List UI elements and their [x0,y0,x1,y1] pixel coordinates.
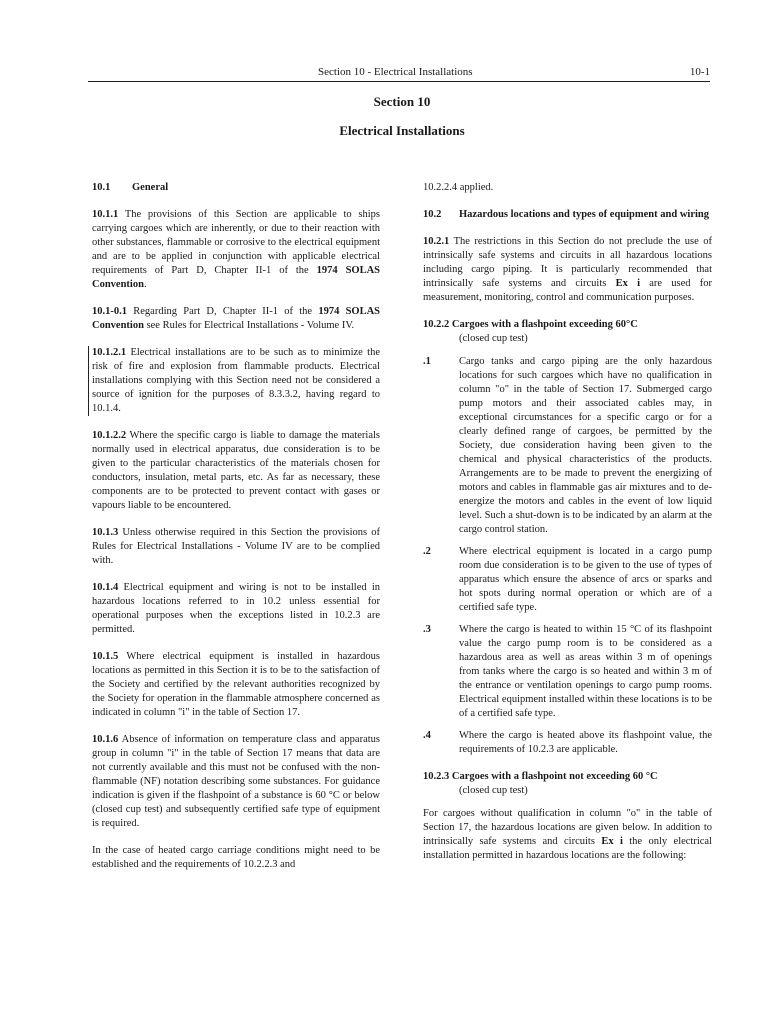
clause-ref: 10.1.4 [92,582,119,593]
clause-text: Regarding Part D, Chapter II-1 of the [133,306,313,317]
page-number: 10-1 [689,66,710,78]
clause-text: Absence of information on temperature class and apparatus group in column "i" in the table of Section 17 means that data are not currently available and this must not be confused with the non-flammable (NF) notation describing some substances. For guidance indication is given if the flashpoint of a substance is 60 °C or below (closed cup test) and subsequently certified safe type of equipment is required. [92,734,380,829]
heading-10-2 [423,208,712,222]
heading-10-1 [92,181,380,195]
clause-ref: 10.1.3 [92,527,119,538]
heading-text: Hazardous locations and types of equipment and wiring [459,209,709,220]
paragraph-10-1-1: 10.1.1 The provisions of this Section are applicable to ships carrying cargoes which are inherently, or due to their reaction with other substances, flammable or corrosive to the electrical equipment and are to be applied in conjunction with applicable electrical requirements of Part D, Chapter II-1 of the 1974 SOLAS Convention. [92,209,381,290]
clause-ref: 10.2.1 [423,236,450,247]
paragraph-10-2-1: 10.2.1 The restrictions in this Section do not preclude the use of intrinsically safe systems and circuits in all hazardous locations including cargo piping. It is particularly recommended that intrinsically safe systems and circuits Ex i are used for measurement, monitoring, control and communication purposes. [423,236,713,303]
list-item [423,623,712,721]
item-label: .2 [423,546,431,557]
list-item [423,545,712,615]
running-title: Section 10 - Electrical Installations [318,66,473,78]
clause-ref: 10.1.6 [92,734,119,745]
paragraph-10-2-3-intro: For cargoes without qualification in column "o" in the table of Section 17, the hazardous locations are given below. In addition to intrinsically safe systems and circuits Ex i the only electrical installation permitted in hazardous locations are the following: [423,808,712,861]
heading-number: 10.1 [92,182,111,193]
list-item [423,355,712,537]
paragraph-10-1-4 [92,581,380,637]
heading-text: General [132,182,169,193]
clause-text: 10.2.2.4 applied. [423,182,494,193]
clause-text: Where the specific cargo is liable to damage the materials normally used in electrical apparatus, due consideration is to be given to the particular characteristics of the materials chosen for conductors, insulation, metal parts, etc. As far as necessary, these components are to be protected to prevent contact with gases or vapours liable to be encountered. [92,430,380,511]
paragraph-10-1-2-1 [88,346,380,416]
clause-ref: 10.1.5 [92,651,119,662]
paragraph-continuation [423,181,712,195]
clause-text: Unless otherwise required in this Section the provisions of Rules for Electrical Installations - Volume IV are to be complied with. [92,527,381,566]
heading-note: (closed cup test) [459,333,528,344]
left-column [92,181,380,885]
heading-number: 10.2 [423,209,442,220]
item-text: Where the cargo is heated above its flashpoint value, the requirements of 10.2.3 are applicable. [459,730,712,755]
item-text: Where electrical equipment is located in a cargo pump room due consideration is to be given to the use of types of apparatus which ensure the absence of arcs or sparks and hot spots during normal operation or which are of a certified safe type. [459,546,712,613]
running-header [88,66,710,82]
clause-text: In the case of heated cargo carriage conditions might need to be established and the requirements of 10.2.2.3 and [92,845,380,870]
paragraph-heated-cargo [92,844,380,872]
heading-text: Cargoes with a flashpoint exceeding 60°C [451,319,638,330]
clause-text: Electrical installations are to be such as to minimize the risk of fire and explosion from flammable products. Electrical installations complying with this Section need not be considered a source of ignition for the purposes of 8.3.3.2, having regard to 10.1.4. [92,347,380,414]
paragraph-10-1-2-2 [92,429,380,513]
section-number-title: Section 10 [373,94,431,109]
item-label: .3 [423,624,431,635]
clause-text: Electrical equipment and wiring is not to be installed in hazardous locations referred to in 10.2 unless essential for operational purposes when the exceptions listed in 10.2.3 are permitted. [92,582,381,635]
clause-bold-text: Ex i [615,278,640,289]
item-label: .1 [423,356,431,367]
clause-bold-text: 1974 SOLAS Convention [92,306,381,331]
item-label: .4 [423,730,431,741]
paragraph-10-1-3 [92,526,380,568]
paragraph-10-1-0-1: 10.1-0.1 Regarding Part D, Chapter II-1 of the 1974 SOLAS Convention see Rules for Electrical Installations - Volume IV. [92,306,381,331]
clause-text: The provisions of this Section are applicable to ships carrying cargoes which are inherently, or due to their reaction with other substances, flammable or corrosive to the electrical equipment and are to be applied in conjunction with applicable electrical requirements of Part D, Chapter II-1 of the [92,209,380,276]
clause-ref: 10.1.1 [92,209,119,220]
clause-ref: 10.1-0.1 [92,306,127,317]
clause-ref: 10.1.2.2 [92,430,127,441]
list-item [423,729,712,757]
clause-bold-text: 1974 SOLAS Convention [92,265,381,290]
clause-text: For cargoes without qualification in column "o" in the table of Section 17, the hazardous locations are given below. In addition to intrinsically safe systems and circuits [423,808,712,847]
clause-ref: 10.2.3 [423,771,450,782]
clause-text: Where electrical equipment is installed in hazardous locations as permitted in this Section it is to be to the satisfaction of the Society and certified by the relevant authorities recognized by the Society for operation in the flammable atmosphere concerned as indicated in column "i" in the table of Section 17. [92,651,380,718]
section-name-title: Electrical Installations [339,123,465,138]
item-text: Where the cargo is heated to within 15 °C of its flashpoint value the cargo pump room is to be considered as a hazardous area as well as areas within 3 m of openings from tanks where the cargo is so heated and within 3 m of the entrance or ventilation openings to cargo pump rooms. Electrical equipment installed within these locations is to be of a certified safe type. [459,624,712,719]
clause-bold-text: Ex i [601,836,623,847]
heading-note: (closed cup test) [459,785,528,796]
paragraph-10-1-6 [92,733,380,831]
heading-10-2-2 [423,318,712,346]
clause-ref: 10.1.2.1 [92,347,127,358]
heading-10-2-3 [423,770,712,798]
heading-text: Cargoes with a flashpoint not exceeding 60 °C [451,771,658,782]
item-text: Cargo tanks and cargo piping are the only hazardous locations for such cargoes which have no qualification in column "o" in the table of Section 17. Submerged cargo pump motors and their associated cables may, in exceptional circumstances for a specific cargo or for a clearly defined range of cargoes, be permitted by the Society, due consideration having been given to the chemical and physical characteristics of the products. Arrangements are to be made to prevent the energizing of motors and cables in flammable gas air mixtures and to de-energize the motors and cables in the event of low liquid level. Such a shut-down is to be indicated by an alarm at the cargo control station. [459,356,712,535]
clause-ref: 10.2.2 [423,319,450,330]
right-column [423,181,712,876]
clause-text: The restrictions in this Section do not preclude the use of intrinsically safe systems and circuits in all hazardous locations including cargo piping. It is particularly recommended that intrinsically safe systems and circuits [423,236,712,289]
paragraph-10-1-5 [92,650,380,720]
